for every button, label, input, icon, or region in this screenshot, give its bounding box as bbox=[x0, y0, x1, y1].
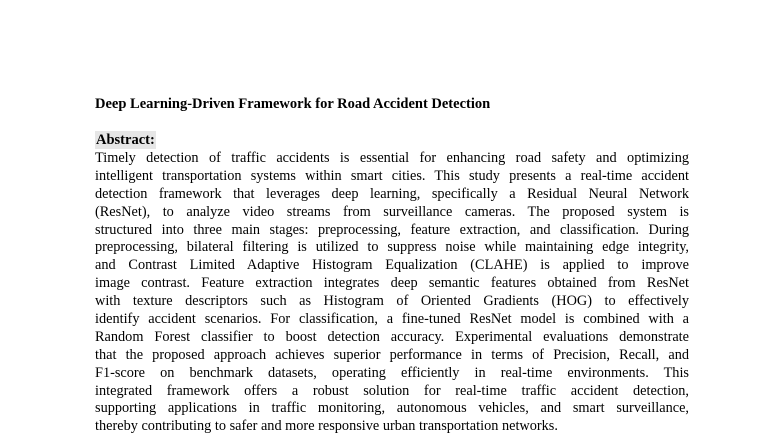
abstract-line: preprocessing, bilateral filtering is utilized to suppress noise while maintaining edge integrity, bbox=[95, 239, 689, 256]
abstract-line: that the proposed approach achieves superior performance in terms of Precision, Recall, and bbox=[95, 346, 689, 363]
abstract-line: identify accident scenarios. For classification, a fine-tuned ResNet model is combined with a bbox=[95, 311, 689, 328]
abstract-line: (ResNet), to analyze video streams from surveillance cameras. The proposed system is bbox=[95, 203, 689, 220]
abstract-line: supporting applications in traffic monitoring, autonomous vehicles, and smart surveillance, bbox=[95, 400, 689, 417]
abstract-body bbox=[95, 150, 689, 436]
abstract-line: structured into three main stages: preprocessing, feature extraction, and classification. During bbox=[95, 221, 689, 238]
abstract-line: image contrast. Feature extraction integrates deep semantic features obtained from ResNet bbox=[95, 275, 689, 292]
abstract-line: integrated framework offers a robust solution for real-time traffic accident detection, bbox=[95, 382, 689, 399]
abstract-line: detection framework that leverages deep learning, specifically a Residual Neural Network bbox=[95, 185, 689, 202]
abstract-line: thereby contributing to safer and more responsive urban transportation networks. bbox=[95, 418, 558, 435]
abstract-line: with texture descriptors such as Histogram of Oriented Gradients (HOG) to effectively bbox=[95, 293, 689, 310]
abstract-line: and Contrast Limited Adaptive Histogram Equalization (CLAHE) is applied to improve bbox=[95, 257, 689, 274]
abstract-line: Timely detection of traffic accidents is essential for enhancing road safety and optimizing bbox=[95, 150, 689, 166]
abstract-line: intelligent transportation systems within smart cities. This study presents a real-time accident bbox=[95, 167, 689, 184]
abstract-line: F1-score on benchmark datasets, operating efficiently in real-time environments. This bbox=[95, 364, 689, 381]
paper-title: Deep Learning-Driven Framework for Road Accident Detection bbox=[95, 96, 491, 112]
abstract-heading: Abstract: bbox=[96, 132, 155, 148]
abstract-line: Random Forest classifier to boost detection accuracy. Experimental evaluations demonstrate bbox=[95, 328, 689, 345]
